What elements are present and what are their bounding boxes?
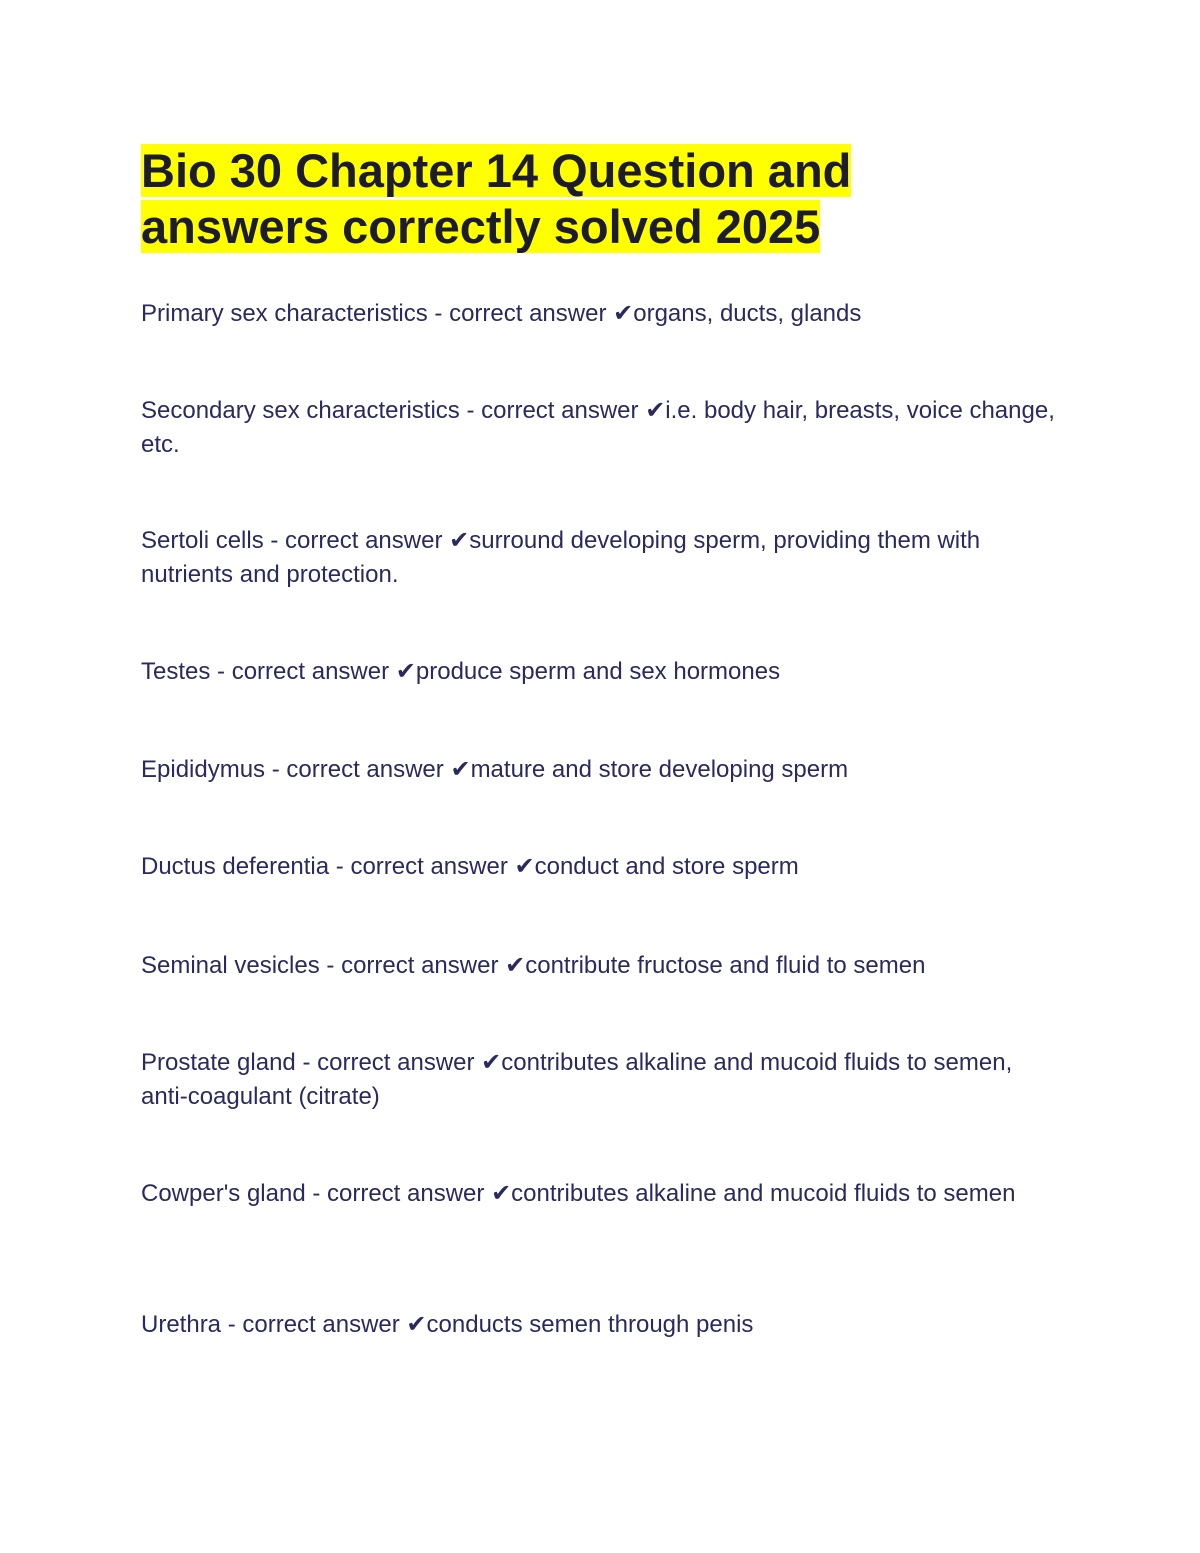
qa-answer: contributes alkaline and mucoid fluids to semen <box>511 1180 1016 1207</box>
qa-separator: - correct answer <box>305 1180 492 1207</box>
qa-term: Testes <box>141 658 211 685</box>
qa-separator: - correct answer <box>319 952 506 979</box>
qa-separator: - correct answer <box>263 527 450 554</box>
check-icon: ✔ <box>450 756 471 783</box>
qa-item <box>141 949 1061 983</box>
qa-term: Cowper's gland <box>141 1180 306 1207</box>
qa-item <box>141 1308 1061 1342</box>
qa-separator: - correct answer <box>329 853 515 880</box>
qa-separator: - correct answer <box>210 658 396 685</box>
qa-answer: conduct and store sperm <box>534 853 799 880</box>
qa-answer: conducts semen through penis <box>426 1311 754 1338</box>
qa-separator: - correct answer <box>265 756 451 783</box>
check-icon: ✔ <box>395 658 416 685</box>
qa-item <box>141 850 1061 884</box>
qa-item <box>141 524 1061 592</box>
qa-separator: - correct answer <box>459 397 646 424</box>
qa-term: Secondary sex characteristics <box>141 397 460 424</box>
check-icon: ✔ <box>491 1180 512 1207</box>
qa-separator: - correct answer <box>221 1311 407 1338</box>
document-title <box>141 143 901 255</box>
qa-answer: mature and store developing sperm <box>470 756 849 783</box>
title-line-2: answers correctly solved 2025 <box>141 200 821 253</box>
qa-item <box>141 753 1061 787</box>
qa-item <box>141 1177 1061 1211</box>
title-line-1: Bio 30 Chapter 14 Question and <box>141 144 852 197</box>
qa-item <box>141 655 1061 689</box>
qa-term: Epididymus <box>141 756 266 783</box>
check-icon: ✔ <box>406 1311 427 1338</box>
qa-separator: - correct answer <box>295 1049 482 1076</box>
qa-term: Primary sex characteristics <box>141 300 428 327</box>
qa-term: Ductus deferentia <box>141 853 330 880</box>
qa-separator: - correct answer <box>427 300 614 327</box>
check-icon: ✔ <box>481 1049 502 1076</box>
qa-answer: i.e. body hair, breasts, voice change, etc. <box>141 397 1055 458</box>
qa-item <box>141 1046 1061 1114</box>
qa-answer: contribute fructose and fluid to semen <box>525 952 926 979</box>
check-icon: ✔ <box>505 952 526 979</box>
check-icon: ✔ <box>613 300 634 327</box>
qa-term: Prostate gland <box>141 1049 296 1076</box>
qa-term: Urethra <box>141 1311 222 1338</box>
qa-item <box>141 394 1061 462</box>
qa-answer: organs, ducts, glands <box>633 300 862 327</box>
qa-answer: surround developing sperm, providing them with nutrients and protection. <box>141 527 981 588</box>
qa-item <box>141 297 1061 331</box>
qa-term: Seminal vesicles <box>141 952 320 979</box>
check-icon: ✔ <box>449 527 470 554</box>
qa-answer: contributes alkaline and mucoid fluids to semen, anti-coagulant (citrate) <box>141 1049 1013 1110</box>
check-icon: ✔ <box>514 853 535 880</box>
check-icon: ✔ <box>645 397 666 424</box>
qa-term: Sertoli cells <box>141 527 264 554</box>
qa-answer: produce sperm and sex hormones <box>415 658 781 685</box>
